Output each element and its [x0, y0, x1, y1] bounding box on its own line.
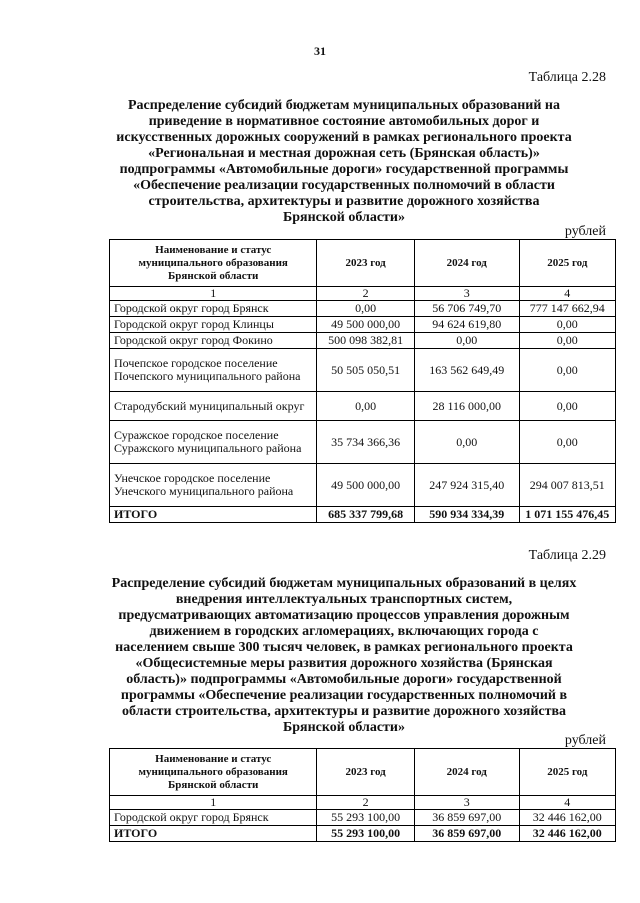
subsidy-table	[109, 748, 616, 842]
heading-line: подпрограммы «Автомобильные дороги» государственной программы	[119, 162, 569, 177]
subsidy-table	[109, 239, 616, 523]
heading-line: «Региональная и местная дорожная сеть (Брянская область)»	[148, 146, 540, 161]
column-header: 2024 год	[414, 240, 519, 287]
value-2023: 500 098 382,81	[317, 333, 414, 349]
unit-label: рублей	[564, 733, 606, 748]
heading-line: строительства, архитектуры и развитие дорожного хозяйства	[148, 194, 540, 209]
value-2025: 0,00	[519, 392, 615, 421]
table-row	[110, 333, 616, 349]
value-2025: 0,00	[519, 421, 615, 464]
table-label: Таблица 2.29	[528, 548, 606, 563]
table-row	[110, 349, 616, 392]
value-2025: 0,00	[519, 333, 615, 349]
total-2023: 55 293 100,00	[317, 826, 414, 842]
municipality-name: Стародубский муниципальный округ	[110, 392, 317, 421]
table-row	[110, 317, 616, 333]
column-index: 4	[519, 287, 615, 301]
heading-line: населением свыше 300 тысяч человек, в рамках регионального проекта	[115, 640, 573, 655]
table-heading	[84, 576, 604, 736]
column-header: 2023 год	[317, 749, 414, 796]
value-2024: 56 706 749,70	[414, 301, 519, 317]
column-index-row	[110, 796, 616, 810]
column-index-row	[110, 287, 616, 301]
page-number: 31	[314, 44, 326, 58]
heading-line: движением в городских агломерациях, включающих города с	[149, 624, 539, 639]
heading-line: Распределение субсидий бюджетам муниципальных образований на	[128, 98, 560, 113]
heading-line: Брянской области»	[282, 210, 405, 225]
unit-label: рублей	[564, 224, 606, 239]
heading-line: программы «Обеспечение реализации государственных полномочий в	[120, 688, 568, 703]
municipality-name: Унечское городское поселение Унечского муниципального района	[110, 464, 317, 507]
heading-line: Распределение субсидий бюджетам муниципальных образований в целях	[111, 576, 577, 591]
column-index: 2	[317, 796, 414, 810]
municipality-name: Суражское городское поселение Суражского муниципального района	[110, 421, 317, 464]
value-2023: 50 505 050,51	[317, 349, 414, 392]
value-2024: 36 859 697,00	[414, 810, 519, 826]
value-2025: 32 446 162,00	[519, 810, 615, 826]
table-row	[110, 810, 616, 826]
column-header: 2024 год	[414, 749, 519, 796]
table-header-row	[110, 240, 616, 287]
heading-line: области строительства, архитектуры и развитие дорожного хозяйства	[121, 704, 567, 719]
column-header: 2025 год	[519, 240, 615, 287]
heading-line: предусматривающих автоматизацию процессов управления дорожным	[118, 608, 570, 623]
value-2024: 28 116 000,00	[414, 392, 519, 421]
total-2024: 590 934 334,39	[414, 507, 519, 523]
column-index: 1	[110, 287, 317, 301]
heading-line: искусственных дорожных сооружений в рамках регионального проекта	[116, 130, 572, 145]
column-index: 2	[317, 287, 414, 301]
heading-line: «Обеспечение реализации государственных полномочий в области	[133, 178, 555, 193]
total-2023: 685 337 799,68	[317, 507, 414, 523]
value-2023: 49 500 000,00	[317, 317, 414, 333]
column-index: 3	[414, 287, 519, 301]
column-header: Наименование и статус муниципального образования Брянской области	[110, 240, 317, 287]
value-2023: 49 500 000,00	[317, 464, 414, 507]
column-header: 2025 год	[519, 749, 615, 796]
value-2024: 94 624 619,80	[414, 317, 519, 333]
table-row	[110, 464, 616, 507]
table-row	[110, 301, 616, 317]
total-2024: 36 859 697,00	[414, 826, 519, 842]
value-2023: 55 293 100,00	[317, 810, 414, 826]
total-row	[110, 826, 616, 842]
column-header: Наименование и статус муниципального образования Брянской области	[110, 749, 317, 796]
total-label: ИТОГО	[110, 507, 317, 523]
total-row	[110, 507, 616, 523]
total-2025: 1 071 155 476,45	[519, 507, 615, 523]
value-2024: 0,00	[414, 421, 519, 464]
municipality-name: Городской округ город Брянск	[110, 810, 317, 826]
municipality-name: Городской округ город Фокино	[110, 333, 317, 349]
heading-line: Брянской области»	[282, 720, 405, 735]
municipality-name: Городской округ город Брянск	[110, 301, 317, 317]
value-2025: 777 147 662,94	[519, 301, 615, 317]
value-2025: 294 007 813,51	[519, 464, 615, 507]
heading-line: внедрения интеллектуальных транспортных систем,	[175, 592, 513, 607]
total-label: ИТОГО	[110, 826, 317, 842]
heading-line: область)» подпрограммы «Автомобильные дороги» государственной	[126, 672, 562, 687]
column-header: 2023 год	[317, 240, 414, 287]
municipality-name: Почепское городское поселение Почепского муниципального района	[110, 349, 317, 392]
table-heading	[84, 98, 604, 226]
value-2023: 0,00	[317, 392, 414, 421]
heading-line: «Общесистемные меры развития дорожного хозяйства (Брянская	[135, 656, 553, 671]
heading-line: приведение в нормативное состояние автомобильных дорог и	[148, 114, 540, 129]
table-header-row	[110, 749, 616, 796]
column-index: 4	[519, 796, 615, 810]
municipality-name: Городской округ город Клинцы	[110, 317, 317, 333]
value-2024: 163 562 649,49	[414, 349, 519, 392]
column-index: 3	[414, 796, 519, 810]
value-2023: 0,00	[317, 301, 414, 317]
value-2023: 35 734 366,36	[317, 421, 414, 464]
value-2024: 247 924 315,40	[414, 464, 519, 507]
value-2025: 0,00	[519, 317, 615, 333]
column-index: 1	[110, 796, 317, 810]
total-2025: 32 446 162,00	[519, 826, 615, 842]
value-2024: 0,00	[414, 333, 519, 349]
table-row	[110, 421, 616, 464]
value-2025: 0,00	[519, 349, 615, 392]
table-row	[110, 392, 616, 421]
table-label: Таблица 2.28	[528, 70, 606, 85]
